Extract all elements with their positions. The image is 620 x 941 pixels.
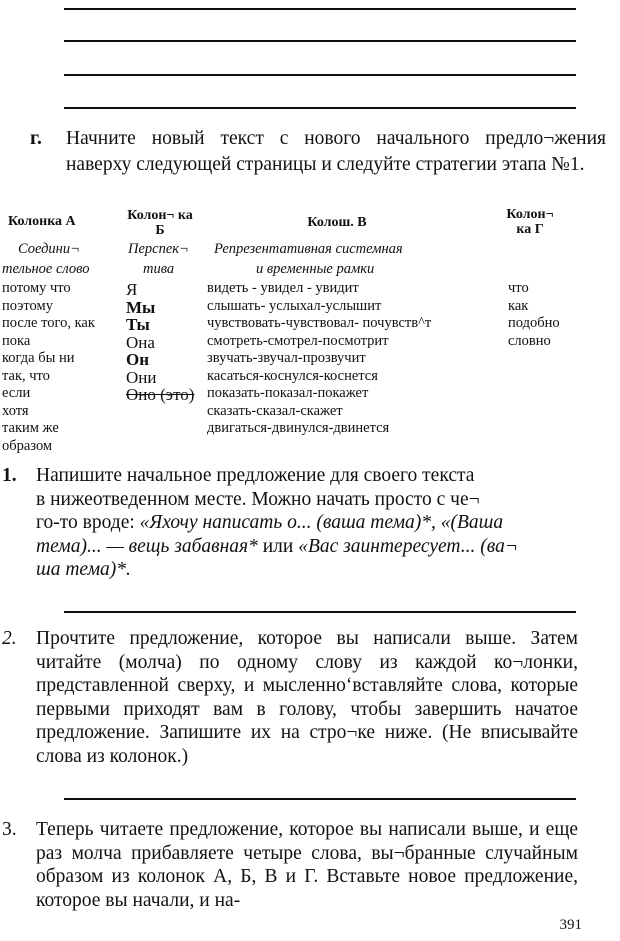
column-b-item: Они (126, 367, 157, 387)
column-b-item: Оно (это) (126, 385, 195, 404)
text-span: го-то вроде: (36, 512, 140, 533)
column-g-item: как (508, 297, 529, 314)
text-span: или (257, 535, 299, 557)
subheader-a-line1: Соедини¬ (18, 241, 80, 257)
column-v-item: смотреть-смотрел-посмотрит (207, 332, 389, 349)
column-a-item: поэтому (2, 297, 53, 314)
answer-line (64, 40, 576, 42)
column-a-item: потому что (2, 280, 71, 296)
column-b-item: Мы (126, 297, 156, 317)
answer-line (64, 8, 576, 10)
column-b-item: Ты (126, 315, 150, 334)
column-v-item: сказать-сказал-скажет (207, 402, 343, 419)
column-v-item: двигаться-двинулся-двинется (207, 420, 390, 436)
column-v-item: слышать- услыхал-услышит (207, 297, 382, 314)
column-v-item: видеть - увидел - увидит (207, 280, 359, 296)
subheader-v-line2: и временные рамки (256, 261, 375, 277)
text-line (36, 535, 578, 559)
step-2-text: Прочтите предложение, которое вы написали выше. Затем читайте (молча) по одному слову из каждой ко¬лонки, представленной сверху, и мысленно‘вставляйте слова, которые первыми приходят вам в голову, чтобы завершить начатое предложение. Запишите их на стро¬ке ниже. (Не вписывайте слова из колонок.) (36, 628, 578, 767)
header-column-b: Колон¬ ка Б (127, 208, 193, 238)
column-b-item: Я (126, 280, 138, 299)
italic-span: «Вас заинтересует... (ва¬ (298, 535, 518, 557)
column-a-item: если (2, 385, 31, 401)
header-column-a: Колонка А (8, 214, 76, 229)
subheader-v-line1: Репрезентативная системная (214, 241, 403, 257)
column-a-list (2, 280, 95, 455)
column-v-item: касаться-коснулся-коснется (207, 367, 378, 384)
header-column-g: Колон¬ ка Г (506, 207, 554, 237)
step-1 (2, 464, 582, 580)
column-a-item: после того, как (2, 315, 95, 331)
subheader-a-line2: тельное слово (2, 261, 90, 277)
column-b-list (126, 281, 194, 404)
step-number: 1. (2, 465, 17, 486)
text-line (36, 511, 578, 535)
column-g-list (508, 280, 560, 350)
step-2 (2, 627, 582, 777)
header-column-v: Колош. В (307, 215, 367, 230)
italic-span: тема)... — вещь забавная* (36, 535, 258, 557)
answer-line (64, 798, 576, 800)
step-3 (2, 818, 582, 918)
column-g-item: подобно (508, 315, 560, 331)
subheader-b-line1: Перспек¬ (128, 241, 189, 257)
subheader-b-line2: тива (143, 261, 175, 277)
answer-line (64, 74, 576, 76)
step-number: 3. (2, 819, 17, 840)
text-line: ша тема)*. (36, 559, 131, 580)
column-b-item: Она (126, 332, 155, 352)
column-v-item: чувствовать-чувствовал- почувств^т (207, 315, 432, 331)
italic-span: «Яхочу написать о... (ваша тема)*, «(Ваша (139, 512, 504, 533)
column-b-item: Он (126, 350, 150, 369)
page-number: 391 (559, 917, 582, 933)
column-v-list (207, 280, 431, 438)
column-v-item: звучать-звучал-прозвучит (207, 350, 366, 366)
column-a-item: образом (2, 437, 53, 454)
step-3-text: Теперь читаете предложение, которое вы написали выше, и еще раз молча прибавляете четыре слова, вы¬бранные случайным образом из колонок А, Б, В и Г. Вставьте новое предложение, которое вы начали, и на- (36, 819, 578, 911)
column-v-item: показать-показал-покажет (207, 385, 369, 401)
column-g-item: что (508, 280, 529, 296)
item-marker: г. (30, 127, 42, 149)
column-a-item: так, что (2, 367, 50, 384)
step-1-text (36, 464, 578, 582)
column-g-item: словно (508, 332, 551, 349)
column-a-item: когда бы ни (2, 350, 75, 366)
answer-line (64, 107, 576, 109)
column-a-item: таким же (2, 420, 59, 436)
text-line: в нижеотведенном месте. Можно начать просто с че¬ (36, 488, 480, 510)
column-a-item: пока (2, 332, 31, 349)
instruction-text: Начните новый текст с нового начального предло¬жения наверху следующей страницы и следуйте стратегии этапа №1. (66, 128, 606, 175)
text-line: Напишите начальное предложение для своего текста (36, 465, 475, 486)
column-a-item: хотя (2, 402, 29, 419)
step-number: 2. (2, 628, 17, 649)
answer-line (64, 611, 576, 613)
